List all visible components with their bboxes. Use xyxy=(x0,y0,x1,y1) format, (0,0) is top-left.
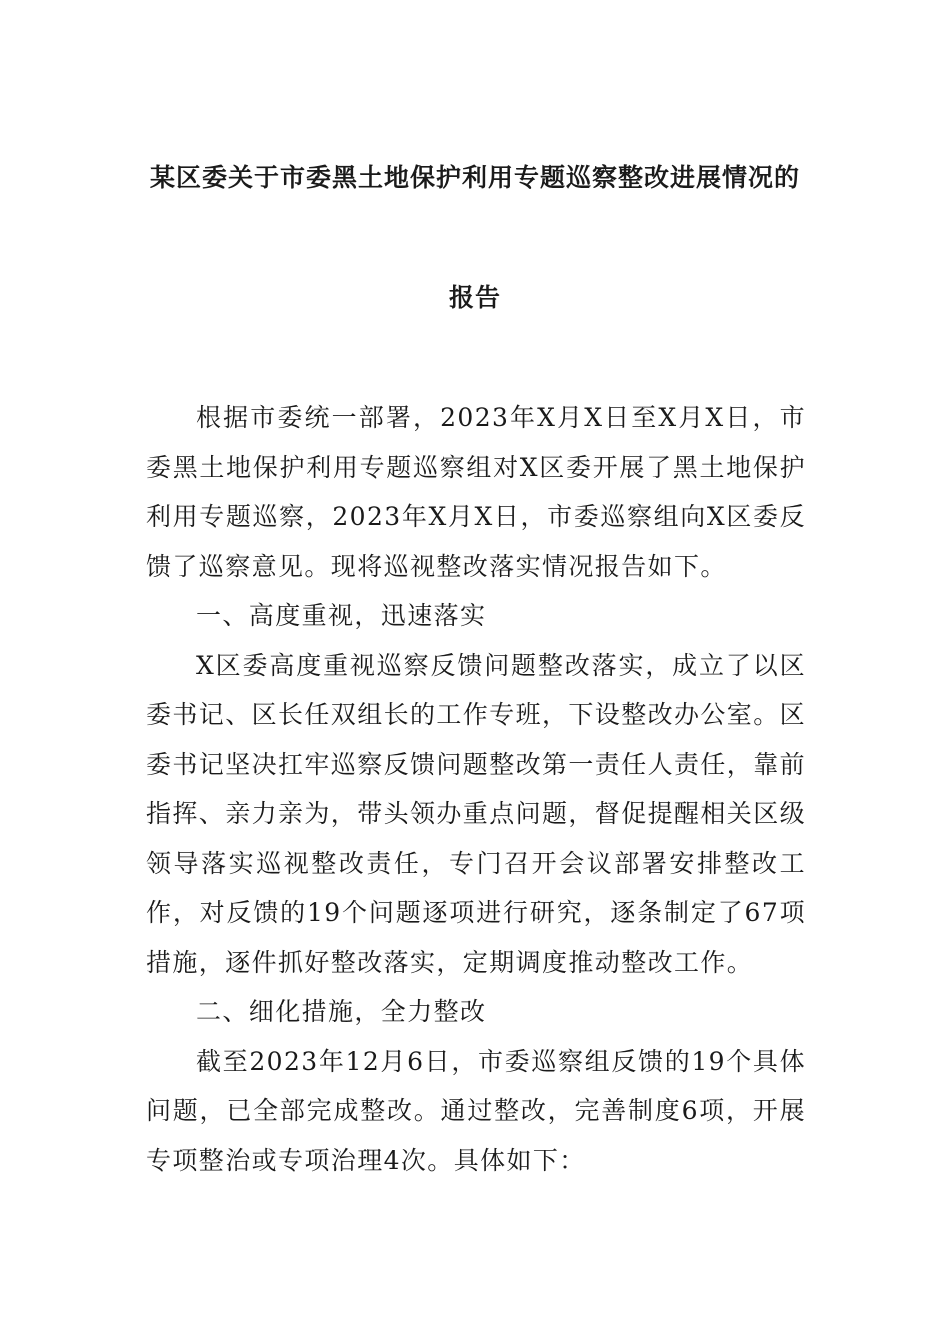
paragraph-section-2: 截至2023年12月6日，市委巡察组反馈的19个具体问题，已全部完成整改。通过整改，完善制度6项，开展专项整治或专项治理4次。具体如下： xyxy=(146,1046,806,1175)
section-heading-1: 一、高度重视，迅速落实 xyxy=(196,601,487,630)
paragraph-section-1: X区委高度重视巡察反馈问题整改落实，成立了以区委书记、区长任双组长的工作专班，下设整改办公室。区委书记坚决扛牢巡察反馈问题整改第一责任人责任，靠前指挥、亲力亲为，带头领办重点问题，督促提醒相关区级领导落实巡视整改责任，专门召开会议部署安排整改工作，对反馈的19个问题逐项进行研究，逐条制定了67项措施，逐件抓好整改落实，定期调度推动整改工作。 xyxy=(146,650,807,977)
document-title-line-2: 报告 xyxy=(448,283,501,312)
section-heading-2: 二、细化措施，全力整改 xyxy=(196,997,487,1026)
document-body xyxy=(146,393,806,1185)
document-title-line-1: 某区委关于市委黑土地保护利用专题巡察整改进展情况的 xyxy=(149,163,800,192)
paragraph-intro: 根据市委统一部署，2023年X月X日至X月X日，市委黑土地保护利用专题巡察组对X区委开展了黑土地保护利用专题巡察，2023年X月X日，市委巡察组向X区委反馈了巡察意见。现将巡视整改落实情况报告如下。 xyxy=(146,403,806,581)
